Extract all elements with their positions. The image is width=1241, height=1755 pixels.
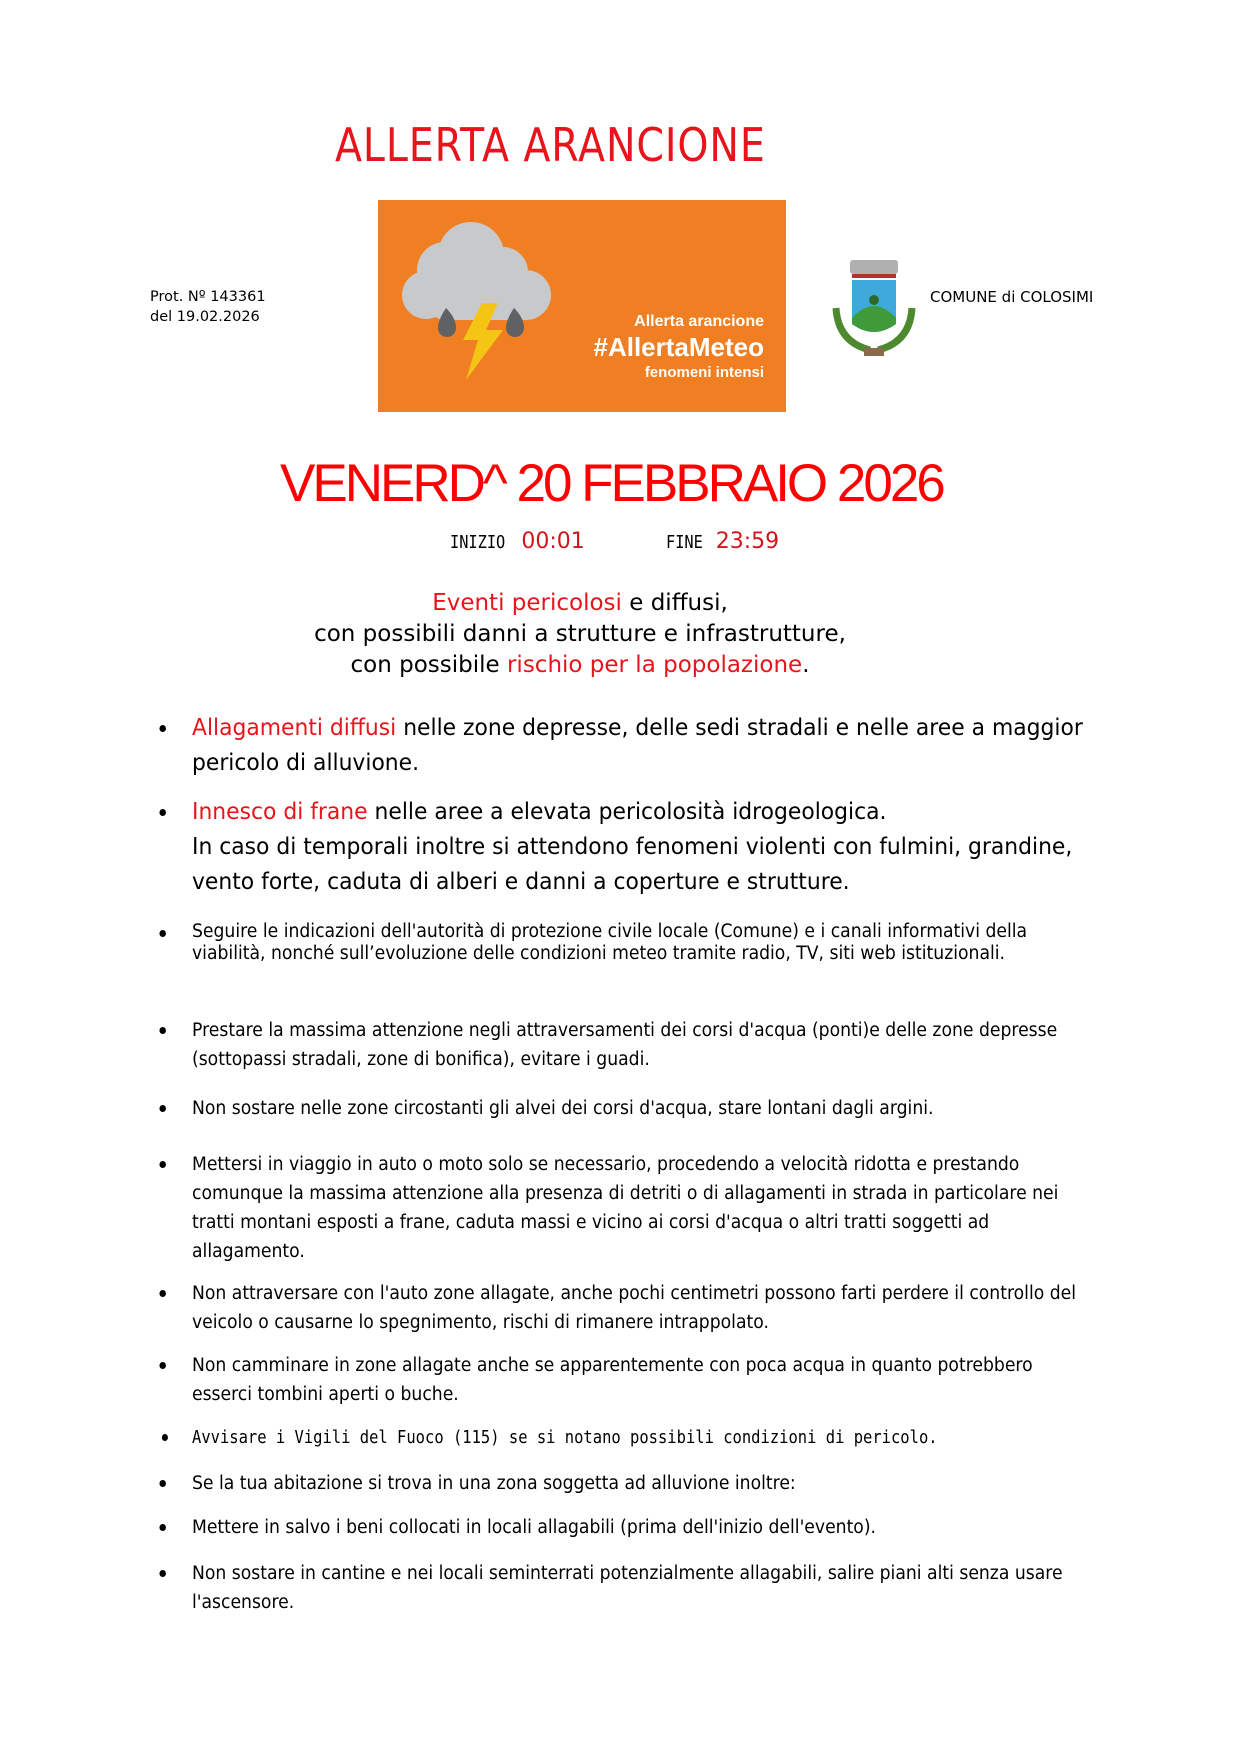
banner-line3: fenomeni intensi xyxy=(644,364,764,381)
list-item: Mettere in salvo i beni collocati in locali allagabili (prima dell'inizio dell'evento). xyxy=(192,1513,1085,1542)
summary-text: e diffusi, xyxy=(621,590,728,616)
start-label: INIZIO xyxy=(450,532,506,553)
municipal-crest-icon xyxy=(830,258,918,360)
start-time xyxy=(450,529,585,554)
risk-summary xyxy=(0,588,1160,681)
list-item: Non camminare in zone allagate anche se apparentemente con poca acqua in quanto potrebbero esserci tombini aperti o buche. xyxy=(192,1351,1085,1409)
summary-highlight: Eventi pericolosi xyxy=(432,590,622,616)
summary-highlight: rischio per la popolazione xyxy=(506,652,803,678)
protocol-number: Prot. Nº 143361 xyxy=(150,289,266,305)
start-value: 00:01 xyxy=(521,529,585,554)
storm-cloud-icon xyxy=(378,200,578,412)
list-item: Non sostare in cantine e nei locali seminterrati potenzialmente allagabili, salire piani alti senza usare l'ascensore. xyxy=(192,1559,1085,1617)
summary-text: . xyxy=(802,652,810,678)
banner-hashtag: #AllertaMeteo xyxy=(593,332,764,362)
banner-line1: Allerta arancione xyxy=(634,313,764,330)
protocol-date: del 19.02.2026 xyxy=(150,309,260,325)
summary-text: con possibili danni a strutture e infrastrutture, xyxy=(314,621,846,647)
protocol-reference xyxy=(150,287,266,327)
summary-text: con possibile xyxy=(350,652,507,678)
list-item: Non attraversare con l'auto zone allagate, anche pochi centimetri possono farti perdere il controllo del veicolo o causarne lo spegnimento, rischi di rimanere intrappolato. xyxy=(192,1279,1085,1337)
end-label: FINE xyxy=(666,532,703,553)
list-item: Mettersi in viaggio in auto o moto solo se necessario, procedendo a velocità ridotta e prestando comunque la massima attenzione alla presenza di detriti o di allagamenti in strada in particolare nei tratti montani esposti a frane, caduta massi e vicino ai corsi d'acqua o altri tratti soggetti ad allagamento. xyxy=(192,1150,1085,1266)
list-item: Prestare la massima attenzione negli attraversamenti dei corsi d'acqua (ponti)e delle zone depresse (sottopassi stradali, zone di bonifica), evitare i guadi. xyxy=(192,1016,1085,1074)
hazard-text: nelle aree a elevata pericolosità idrogeologica. xyxy=(367,797,887,825)
end-time xyxy=(666,529,779,554)
municipality-name: COMUNE di COLOSIMI xyxy=(930,288,1094,306)
list-item xyxy=(192,710,1085,780)
page-title: ALLERTA ARANCIONE xyxy=(335,118,766,172)
hazard-highlight: Innesco di frane xyxy=(192,797,368,825)
list-item: Seguire le indicazioni dell'autorità di protezione civile locale (Comune) e i canali informativi della viabilità, nonché sull’evoluzione delle condizioni meteo tramite radio, TV, siti web istituzionali. xyxy=(192,921,1085,965)
end-value: 23:59 xyxy=(715,529,780,554)
list-item xyxy=(192,794,1085,899)
event-date: VENERD^ 20 FEBBRAIO 2026 xyxy=(280,454,943,513)
list-item: Avvisare i Vigili del Fuoco (115) se si notano possibili condizioni di pericolo. xyxy=(192,1423,1095,1452)
hazard-text: nelle zone depresse, delle sedi stradali e nelle aree a maggior pericolo di alluvione. xyxy=(192,713,1083,776)
hazard-text: In caso di temporali inoltre si attendono fenomeni violenti con fulmini, grandine, vento forte, caduta di alberi e danni a coperture e strutture. xyxy=(192,832,1073,895)
list-item: Se la tua abitazione si trova in una zona soggetta ad alluvione inoltre: xyxy=(192,1469,1085,1498)
hazard-highlight: Allagamenti diffusi xyxy=(192,713,397,741)
alert-banner xyxy=(378,200,786,412)
list-item: Non sostare nelle zone circostanti gli alvei dei corsi d'acqua, stare lontani dagli argini. xyxy=(192,1094,1085,1123)
